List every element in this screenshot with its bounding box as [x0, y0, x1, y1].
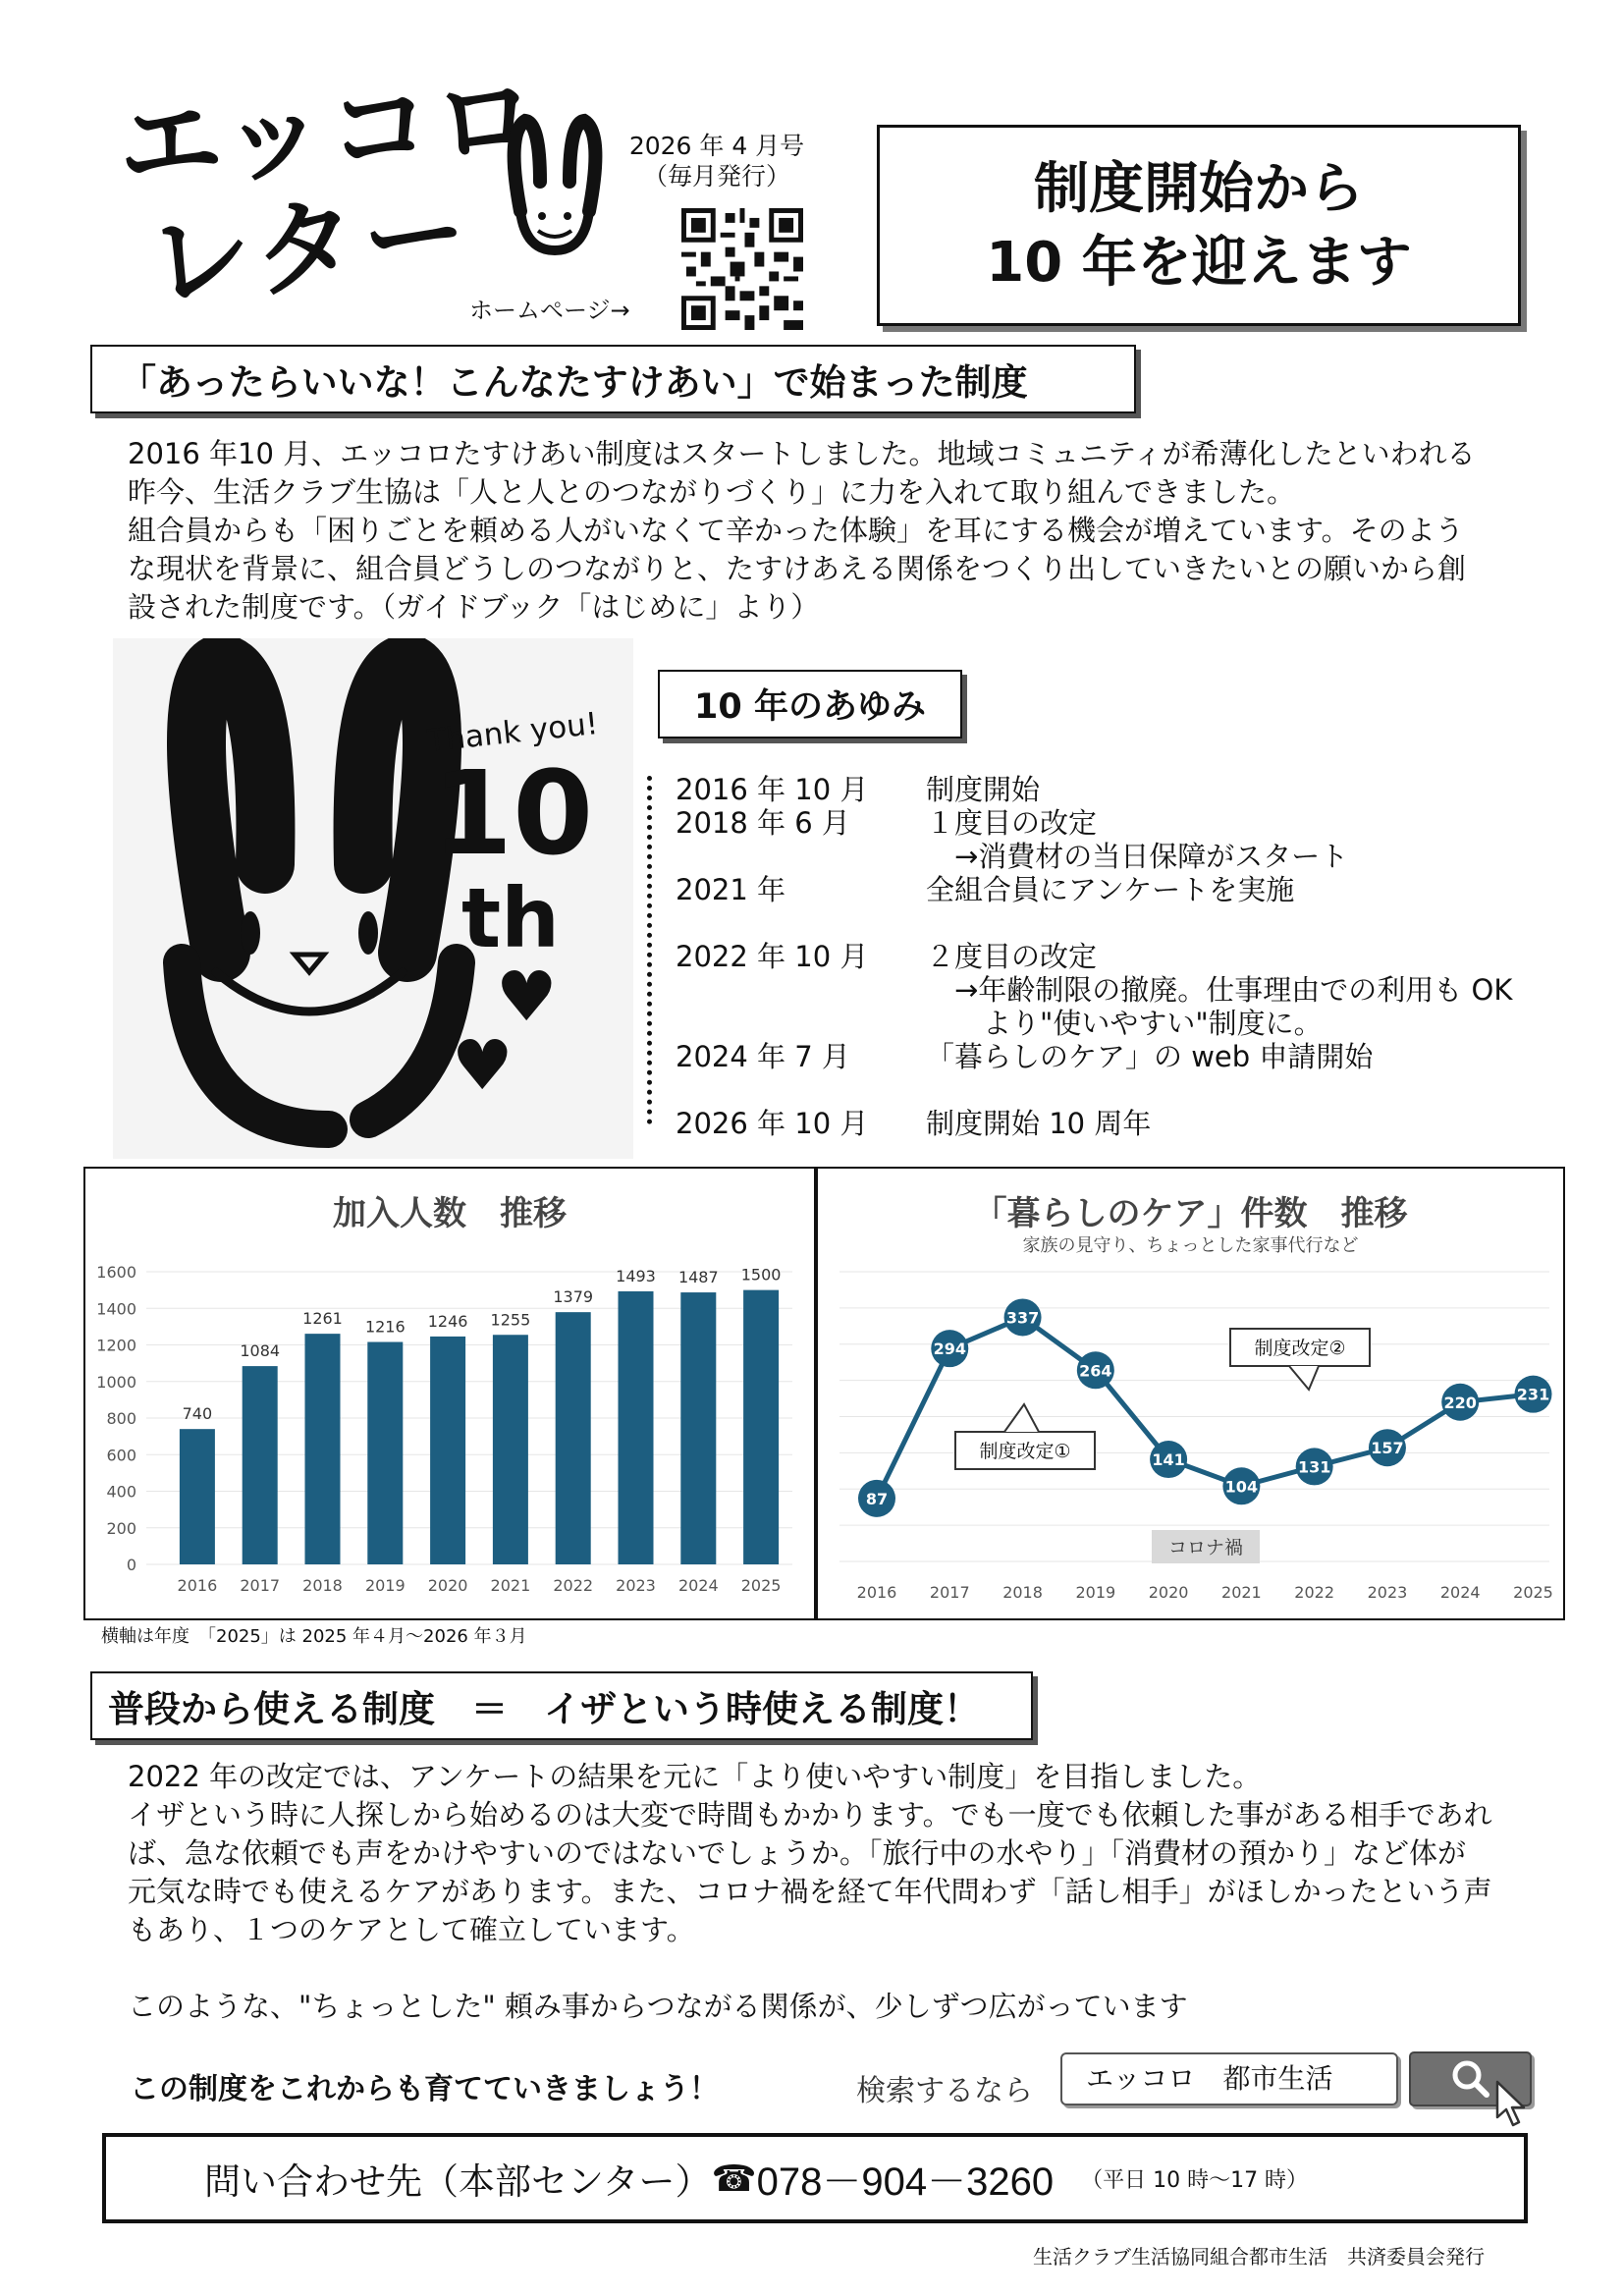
timeline-event: 制度開始 10 周年	[926, 1107, 1152, 1140]
anniversary-suffix: th	[461, 870, 560, 966]
x-tick-label: 2016	[177, 1576, 218, 1595]
data-label: 1379	[553, 1287, 594, 1307]
data-label: 1216	[364, 1317, 406, 1337]
feature-title-line1: 制度開始から	[1034, 156, 1364, 221]
x-tick-label: 2017	[240, 1576, 281, 1595]
timeline-row	[676, 1040, 1559, 1073]
bar	[180, 1429, 215, 1564]
timeline-row	[676, 1073, 1559, 1107]
x-tick-label: 2020	[1148, 1583, 1189, 1602]
bar-chart	[85, 1169, 814, 1618]
section2-body	[128, 1758, 1551, 2026]
timeline-row	[676, 1007, 1559, 1040]
section2-paragraph: 元気な時でも使えるケアがあります。また、コロナ禍を経て年代問わず「話し相手」がほしかったという声	[128, 1875, 1492, 1908]
timeline-row	[676, 940, 1559, 973]
section2-heading	[90, 1671, 1033, 1740]
timeline-date: 2016 年 10 月	[676, 773, 869, 806]
timeline-date: 2021 年	[676, 873, 786, 906]
search-label: 検索するなら	[856, 2074, 1033, 2108]
section2-paragraph: このような、"ちょっとした" 頼み事からつながる関係が、少しずつ広がっています	[128, 1990, 1188, 2023]
issue-frequency: （毎月発行）	[642, 162, 790, 191]
contact-hours: （平日 10 時～17 時）	[1081, 2167, 1309, 2193]
data-label: 1255	[490, 1310, 531, 1330]
data-label: 220	[1443, 1393, 1477, 1412]
data-label: 1261	[302, 1309, 343, 1329]
section1-body	[128, 435, 1551, 627]
timeline-date: 2026 年 10 月	[676, 1107, 869, 1140]
bar-chart-panel	[83, 1167, 816, 1620]
bar	[430, 1337, 465, 1564]
issue-date: 2026 年 4 月号	[628, 132, 805, 160]
timeline-event: →年齢制限の撤廃。仕事理由での利用も OK	[926, 973, 1513, 1007]
feature-title-line2: 10 年を迎えます	[986, 230, 1412, 295]
section1-paragraph: 2016 年10 月、エッコロたすけあい制度はスタートしました。地域コミュニティが希薄化したといわれる	[128, 437, 1476, 470]
line-chart-subtitle: 家族の見守り、ちょっとした家事代行など	[1022, 1235, 1359, 1256]
bar	[305, 1334, 341, 1564]
data-label: 1084	[240, 1341, 281, 1361]
annotation-label: 制度改定②	[1254, 1338, 1346, 1359]
bar	[367, 1342, 403, 1564]
x-tick-label: 2018	[302, 1576, 343, 1595]
bar	[743, 1290, 779, 1564]
data-label: 264	[1079, 1361, 1112, 1381]
x-tick-label: 2019	[364, 1576, 406, 1595]
timeline-event: ２度目の改定	[926, 940, 1098, 973]
x-tick-label: 2022	[1294, 1583, 1335, 1602]
section2-paragraph: ば、急な依頼でも声をかけやすいのではないでしょうか。「旅行中の水やり」「消費材の預かり」など体が	[128, 1836, 1467, 1870]
x-tick-label: 2020	[427, 1576, 468, 1595]
annotation-pointer	[1289, 1366, 1319, 1390]
data-label: 1246	[427, 1311, 468, 1331]
contact-box	[102, 2133, 1528, 2223]
y-tick-label: 1200	[96, 1336, 136, 1355]
y-tick-label: 400	[106, 1482, 136, 1502]
section1-heading	[90, 345, 1136, 413]
thank-you-text: Thank you!	[425, 705, 600, 760]
chart-note: 横軸は年度 「2025」は 2025 年４月～2026 年３月	[101, 1626, 527, 1647]
x-tick-label: 2019	[1075, 1583, 1116, 1602]
section1-paragraph: 昨今、生活クラブ生協は「人と人とのつながりづくり」に力を入れて取り組んできました。	[128, 475, 1296, 509]
timeline-date	[676, 1073, 926, 1107]
cursor-icon	[1494, 2080, 1528, 2129]
section2-heading-text: 普段から使える制度 ＝ イザという時使える制度！	[108, 1688, 980, 1730]
data-label: 87	[865, 1489, 889, 1508]
timeline-date	[676, 906, 926, 940]
bar	[243, 1366, 278, 1564]
x-tick-label: 2021	[490, 1576, 531, 1595]
data-label: 104	[1224, 1477, 1259, 1497]
y-tick-label: 600	[106, 1446, 136, 1465]
section2-paragraph	[128, 1949, 1551, 1988]
search-icon	[1449, 2057, 1492, 2101]
y-tick-label: 0	[126, 1556, 136, 1574]
qr-code-icon[interactable]	[681, 208, 803, 330]
timeline-event: 制度開始	[926, 773, 1041, 806]
timeline-dotted-line	[647, 776, 652, 1124]
phone-icon: ☎	[711, 2157, 757, 2200]
y-tick-label: 800	[106, 1409, 136, 1428]
x-tick-label: 2017	[929, 1583, 970, 1602]
timeline-date	[676, 1007, 926, 1040]
x-tick-label: 2024	[677, 1576, 719, 1595]
timeline-date: 2022 年 10 月	[676, 940, 869, 973]
y-tick-label: 1600	[96, 1263, 136, 1282]
issue-info	[619, 131, 815, 191]
timeline-row	[676, 873, 1559, 906]
timeline-date: 2024 年 7 月	[676, 1040, 850, 1073]
annotation-pointer	[1004, 1404, 1039, 1432]
timeline-event: 全組合員にアンケートを実施	[926, 873, 1295, 906]
data-label: 740	[182, 1404, 213, 1424]
line-chart-title: 「暮らしのケア」件数 推移	[973, 1194, 1408, 1233]
timeline-row	[676, 806, 1559, 840]
bar-chart-title: 加入人数 推移	[333, 1194, 567, 1233]
data-label: 294	[933, 1339, 966, 1359]
data-label: 231	[1516, 1385, 1550, 1404]
logo-text-line2: レター	[141, 171, 479, 326]
logo-text-line1: エッコロ	[114, 57, 544, 207]
feature-title-box	[877, 125, 1521, 326]
bar	[619, 1291, 654, 1564]
timeline-row	[676, 1107, 1559, 1140]
y-tick-label: 200	[106, 1518, 136, 1538]
section2-paragraph: もあり、１つのケアとして確立しています。	[128, 1913, 695, 1946]
timeline-row	[676, 773, 1559, 806]
timeline-row	[676, 840, 1559, 873]
x-tick-label: 2025	[740, 1576, 782, 1595]
bar	[556, 1312, 591, 1564]
section2-paragraph: イザという時に人探しから始めるのは大変で時間もかかります。でも一度でも依頼した事がある相手であれ	[128, 1798, 1492, 1831]
timeline-date: 2018 年 6 月	[676, 806, 850, 840]
bar	[680, 1292, 716, 1564]
timeline-list	[676, 773, 1559, 1140]
timeline-date	[676, 973, 926, 1007]
timeline-heading	[658, 670, 962, 738]
closing-message: この制度をこれからも育てていきましょう！	[130, 2072, 719, 2106]
anniversary-illustration	[113, 638, 633, 1159]
x-tick-label: 2021	[1221, 1583, 1262, 1602]
section2-paragraph: 2022 年の改定では、アンケートの結果を元に「より使いやすい制度」を目指しました。	[128, 1760, 1262, 1793]
x-tick-label: 2016	[856, 1583, 897, 1602]
logo	[108, 57, 544, 326]
y-tick-label: 1000	[96, 1372, 136, 1392]
homepage-label: ホームページ→	[469, 297, 630, 324]
data-label: 1500	[740, 1265, 782, 1285]
x-tick-label: 2022	[553, 1576, 594, 1595]
timeline-heading-text: 10 年のあゆみ	[694, 687, 926, 727]
heart-icon: ♥	[452, 1025, 514, 1106]
bar	[493, 1335, 528, 1564]
contact-phone[interactable]: 078－904－3260	[756, 2159, 1055, 2204]
section1-heading-text: 「あったらいいな！こんなたすけあい」で始まった制度	[120, 361, 1028, 404]
line-chart-panel	[816, 1167, 1565, 1620]
rabbit-mascot-small	[501, 113, 609, 260]
x-tick-label: 2018	[1002, 1583, 1043, 1602]
annotation-label: 制度改定①	[979, 1441, 1071, 1462]
data-label: 131	[1297, 1457, 1331, 1477]
timeline-event: 「暮らしのケア」の web 申請開始	[926, 1040, 1374, 1073]
timeline-event: →消費材の当日保障がスタート	[926, 840, 1349, 873]
x-tick-label: 2023	[616, 1576, 656, 1595]
data-label: 1493	[616, 1266, 656, 1285]
section1-paragraph: 組合員からも「困りごとを頼める人がいなくて辛かった体験」を耳にする機会が増えています。そのよう	[128, 514, 1464, 547]
data-label: 337	[1005, 1308, 1040, 1328]
section1-paragraph: 設された制度です。（ガイドブック「はじめに」より）	[128, 590, 820, 624]
line-chart	[818, 1169, 1563, 1618]
x-tick-label: 2025	[1513, 1583, 1553, 1602]
data-label: 141	[1152, 1450, 1185, 1470]
publisher: 生活クラブ生活協同組合都市生活 共済委員会発行	[1033, 2245, 1485, 2269]
timeline-row	[676, 906, 1559, 940]
heart-icon: ♥	[496, 957, 558, 1037]
y-tick-label: 1400	[96, 1299, 136, 1319]
search-input[interactable]: エッコロ 都市生活	[1060, 2052, 1398, 2105]
x-tick-label: 2023	[1367, 1583, 1408, 1602]
contact-label: 問い合わせ先（本部センター）	[204, 2160, 712, 2203]
timeline-event: １度目の改定	[926, 806, 1098, 840]
timeline-date	[676, 840, 926, 873]
anniversary-number: 10	[432, 745, 594, 881]
timeline-event: より"使いやすい"制度に。	[926, 1007, 1323, 1040]
data-label: 1487	[677, 1268, 719, 1287]
data-label: 157	[1371, 1439, 1404, 1458]
annotation-label: コロナ禍	[1167, 1537, 1244, 1558]
timeline-row	[676, 973, 1559, 1007]
x-tick-label: 2024	[1439, 1583, 1481, 1602]
section1-paragraph: な現状を背景に、組合員どうしのつながりと、たすけあえる関係をつくり出していきたいとの願いから創	[128, 552, 1467, 585]
